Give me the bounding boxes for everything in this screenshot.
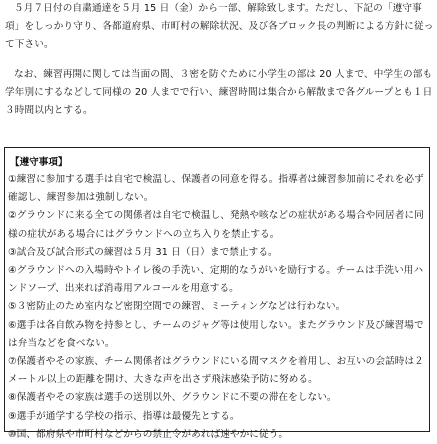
rule-item-7: ⑦保護者やその家族、チーム関係者はグラウンドにいる間マスクを着用し、お互いの会話時は２メートル以上の距離を開け、大きな声を出さず飛沫感染予防に努める。 [8, 356, 424, 386]
rule-item-5: ⑤３密防止のため室内など密閉空間での練習、ミーティングなどは行わない。 [8, 301, 346, 313]
rule-item-4: ④グラウンドへの入場時やトイレ後の手洗い、定期的なうがいを励行する。チームは手洗い用ハンドソープ、出来れば消毒用アルコールを用意する。 [8, 265, 424, 295]
rule-item-2: ②グラウンドに来る全ての関係者は自宅で検温し、発熱や咳などの症状がある場合や同居者に同様の症状がある場合にはグラウンドへの立ち入りを禁止する。 [8, 210, 424, 240]
rule-item-8: ⑧保護者やその家族は選手の送別以外、グラウンドに不要の滞在をしない。 [8, 392, 337, 404]
rules-heading: 【遵守事項】 [10, 157, 68, 168]
rule-item-10: ⑩国、都府県や市町村などからの禁止令があれば速やかに従う。 [8, 428, 289, 440]
rule-item-6: ⑥選手は各自飲み物を持参とし、チームのジャグ等は使用しない。またグラウンド及び練習場では弁当などを食べない。 [8, 319, 424, 349]
intro-paragraph-2: なお、練習再開に関しては当面の間、３密を防ぐために小学生の部は 20 人まで、中学生の部も学年別にするなどして同様の 20 人までで行い、練習時間は集合から解散まで各グループとも１日３時間以内とする。 [5, 69, 433, 116]
rule-item-1: ①練習に参加する選手は自宅で検温し、保護者の同意を得る。指導者は練習参加前にそれを必ず確認し、練習参加は強制しない。 [8, 174, 424, 204]
rule-item-3: ③試合及び試合形式の練習は５月 31 日（日）まで禁止する。 [8, 246, 278, 258]
rules-list [8, 171, 426, 444]
intro-paragraph-1: ５月７日付の自粛通達を５月 15 日（金）から一部、解除致します。ただし、下記の「遵守事項」をしっかり守り、各都道府県、市町村の解除状況、及び各ブロック長の判断による方針に従って下さい。 [5, 3, 434, 50]
rule-item-9: ⑨選手が通学する学校の指示、指導は最優先とする。 [8, 410, 240, 422]
